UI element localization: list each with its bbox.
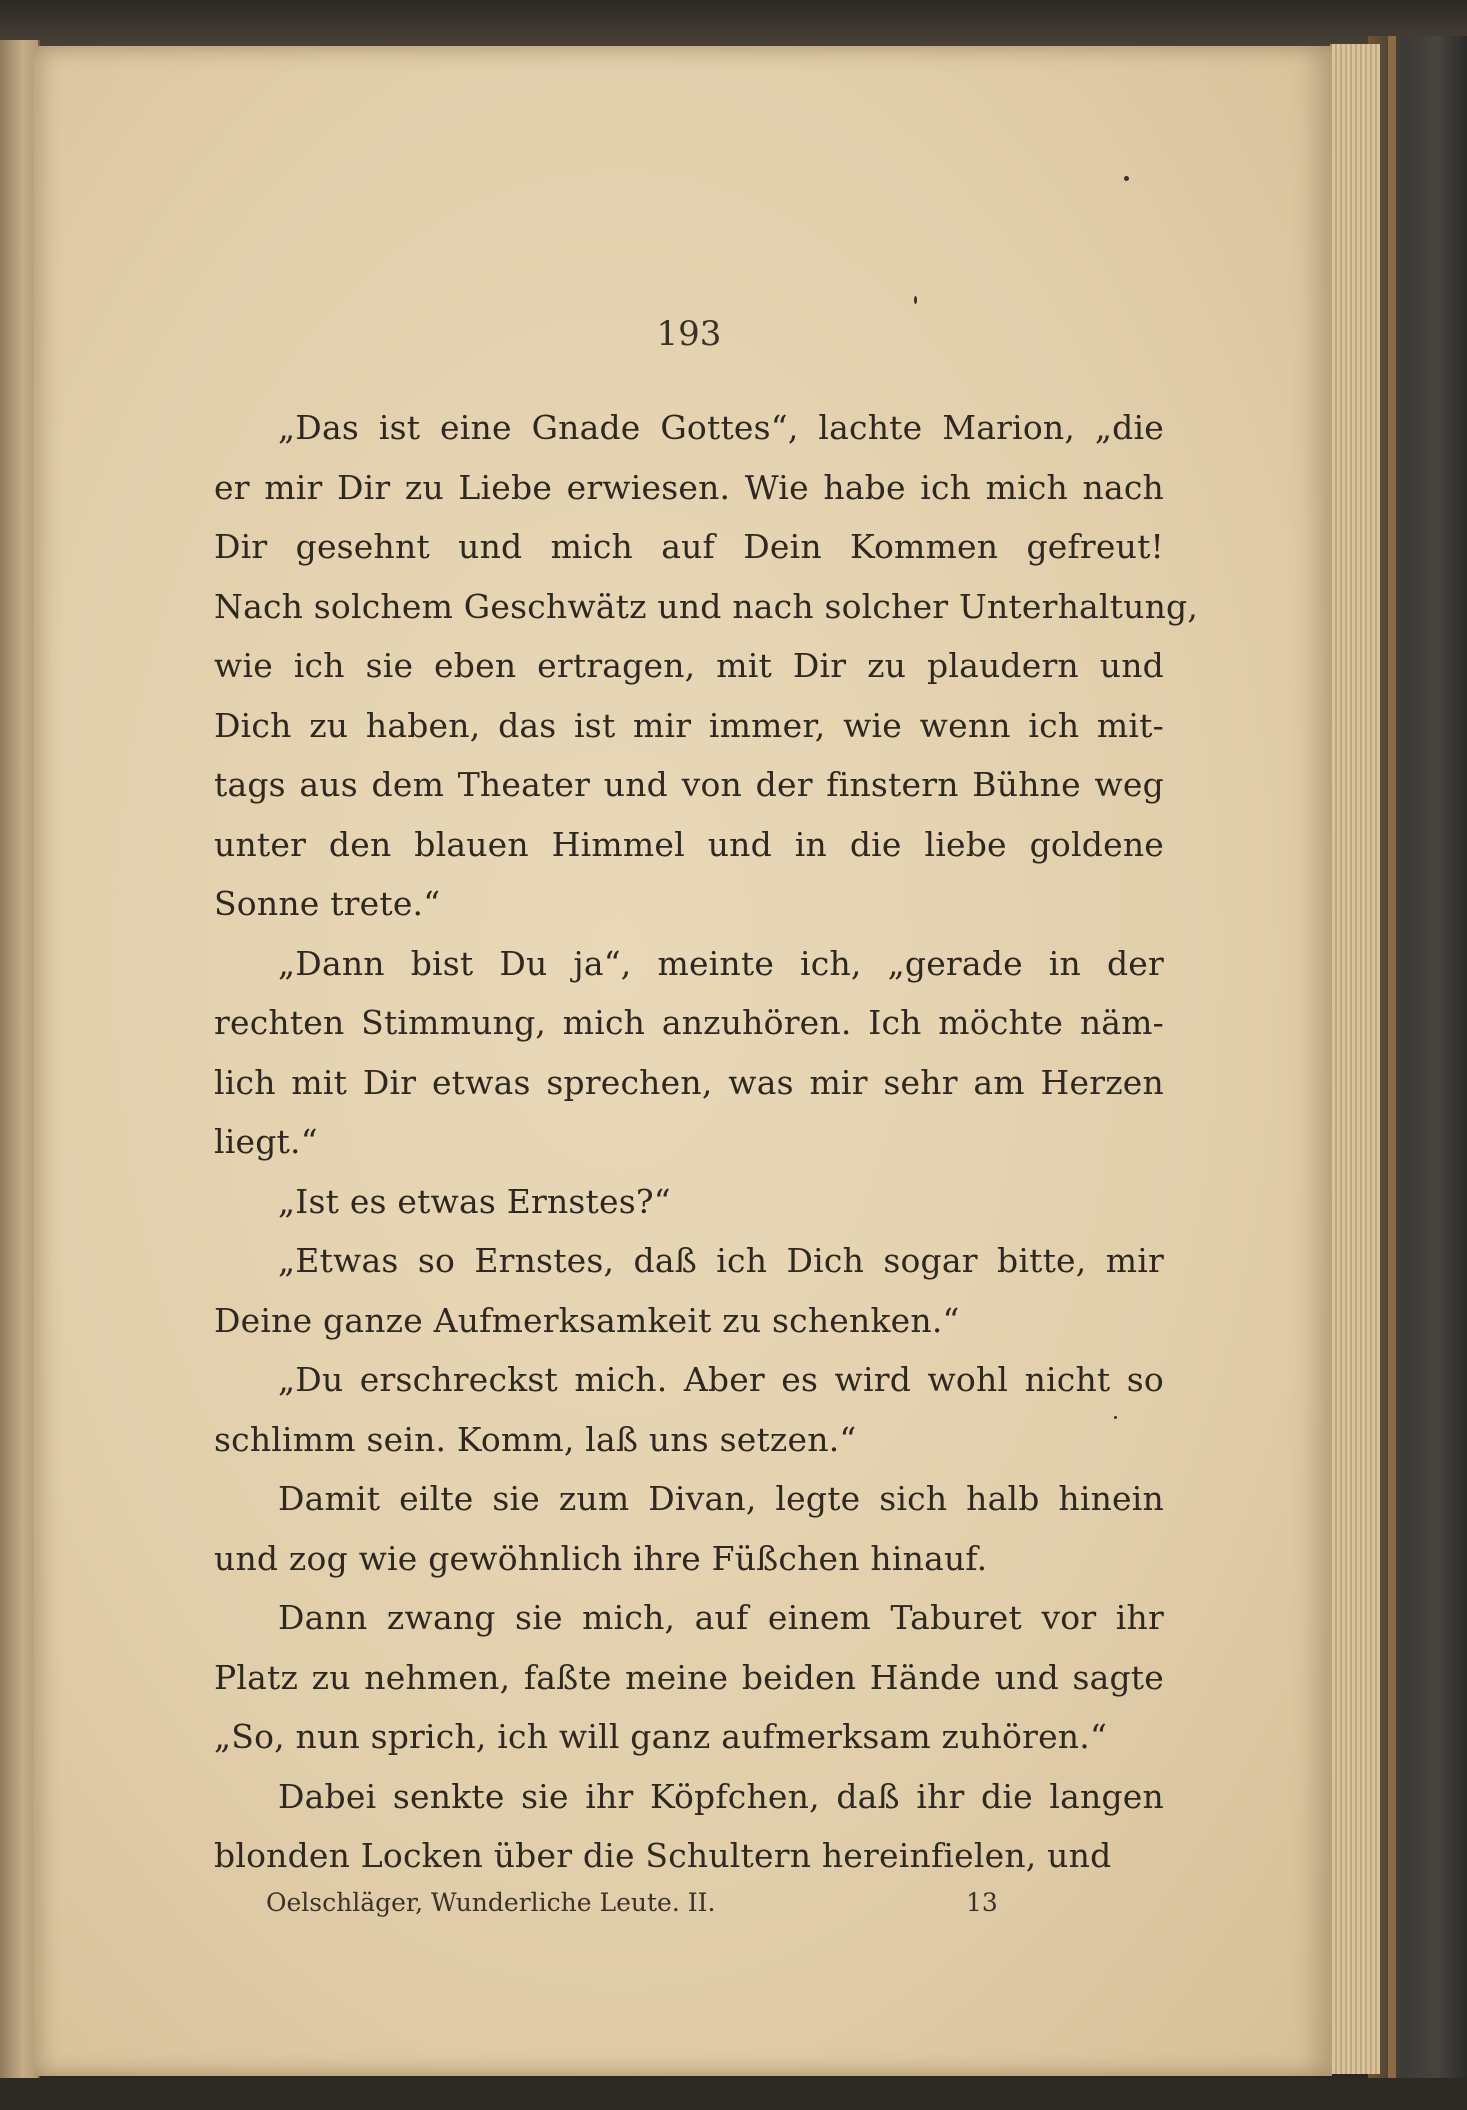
text-line: rechten Stimmung, mich anzuhören. Ich möchte näm- xyxy=(214,1003,1164,1042)
ink-speck xyxy=(1114,1416,1117,1419)
text-line: Dann zwang sie mich, auf einem Taburet vor ihr xyxy=(278,1598,1164,1637)
text-line: „So, nun sprich, ich will ganz aufmerksam zuhören.“ xyxy=(214,1717,1108,1756)
text-line: lich mit Dir etwas sprechen, was mir sehr am Herzen xyxy=(214,1062,1164,1102)
text-line: „Ist es etwas Ernstes?“ xyxy=(278,1181,671,1221)
text-line: blonden Locken über die Schultern hereinfielen, und xyxy=(214,1836,1112,1875)
text-line: Dabei senkte sie ihr Köpfchen, daß ihr die langen xyxy=(278,1776,1164,1816)
text-line: Dich zu haben, das ist mir immer, wie wenn ich mit- xyxy=(214,705,1164,745)
text-line: „Du erschreckst mich. Aber es wird wohl nicht so xyxy=(278,1360,1164,1399)
text-line: Platz zu nehmen, faßte meine beiden Hände und sagte xyxy=(214,1657,1164,1697)
cover-binding-edge xyxy=(1388,36,1396,2086)
footer-signature: Oelschläger, Wunderliche Leute. II. xyxy=(266,1888,716,1917)
page-number: 193 xyxy=(656,314,722,354)
text-line: „Etwas so Ernstes, daß ich Dich sogar bitte, mir xyxy=(278,1241,1164,1280)
page-footer xyxy=(266,1888,1026,1928)
ink-speck xyxy=(1124,176,1129,181)
text-line: unter den blauen Himmel und in die liebe goldene xyxy=(214,824,1164,864)
text-line: Damit eilte sie zum Divan, legte sich halb hinein xyxy=(278,1479,1164,1518)
text-line: Sonne trete.“ xyxy=(214,884,441,923)
body-text xyxy=(214,398,1199,1886)
text-line: „Dann bist Du ja“, meinte ich, „gerade in der xyxy=(278,943,1164,983)
text-line: er mir Dir zu Liebe erwiesen. Wie habe ich mich nach xyxy=(214,467,1164,507)
page-stack-edge xyxy=(1330,44,1380,2074)
text-line: und zog wie gewöhnlich ihre Füßchen hinauf. xyxy=(214,1538,988,1578)
ink-speck xyxy=(914,296,917,304)
scan-top-edge xyxy=(0,0,1467,48)
text-line: Deine ganze Aufmerksamkeit zu schenken.“ xyxy=(214,1300,960,1340)
text-line: wie ich sie eben ertragen, mit Dir zu plaudern und xyxy=(214,646,1164,685)
book-cover-edge xyxy=(1368,36,1467,2086)
text-line: Dir gesehnt und mich auf Dein Kommen gefreut! xyxy=(214,527,1164,566)
scan-bottom-edge xyxy=(0,2078,1467,2110)
text-line: „Das ist eine Gnade Gottes“, lachte Marion, „die xyxy=(278,408,1164,447)
book-page xyxy=(34,46,1332,2076)
text-line: Nach solchem Geschwätz und nach solcher Unterhaltung, xyxy=(214,586,1199,626)
text-line: tags aus dem Theater und von der finstern Bühne weg xyxy=(214,765,1164,804)
text-line: liegt.“ xyxy=(214,1122,318,1161)
footer-sheet-number: 13 xyxy=(966,1888,998,1917)
text-line: schlimm sein. Komm, laß uns setzen.“ xyxy=(214,1419,857,1459)
